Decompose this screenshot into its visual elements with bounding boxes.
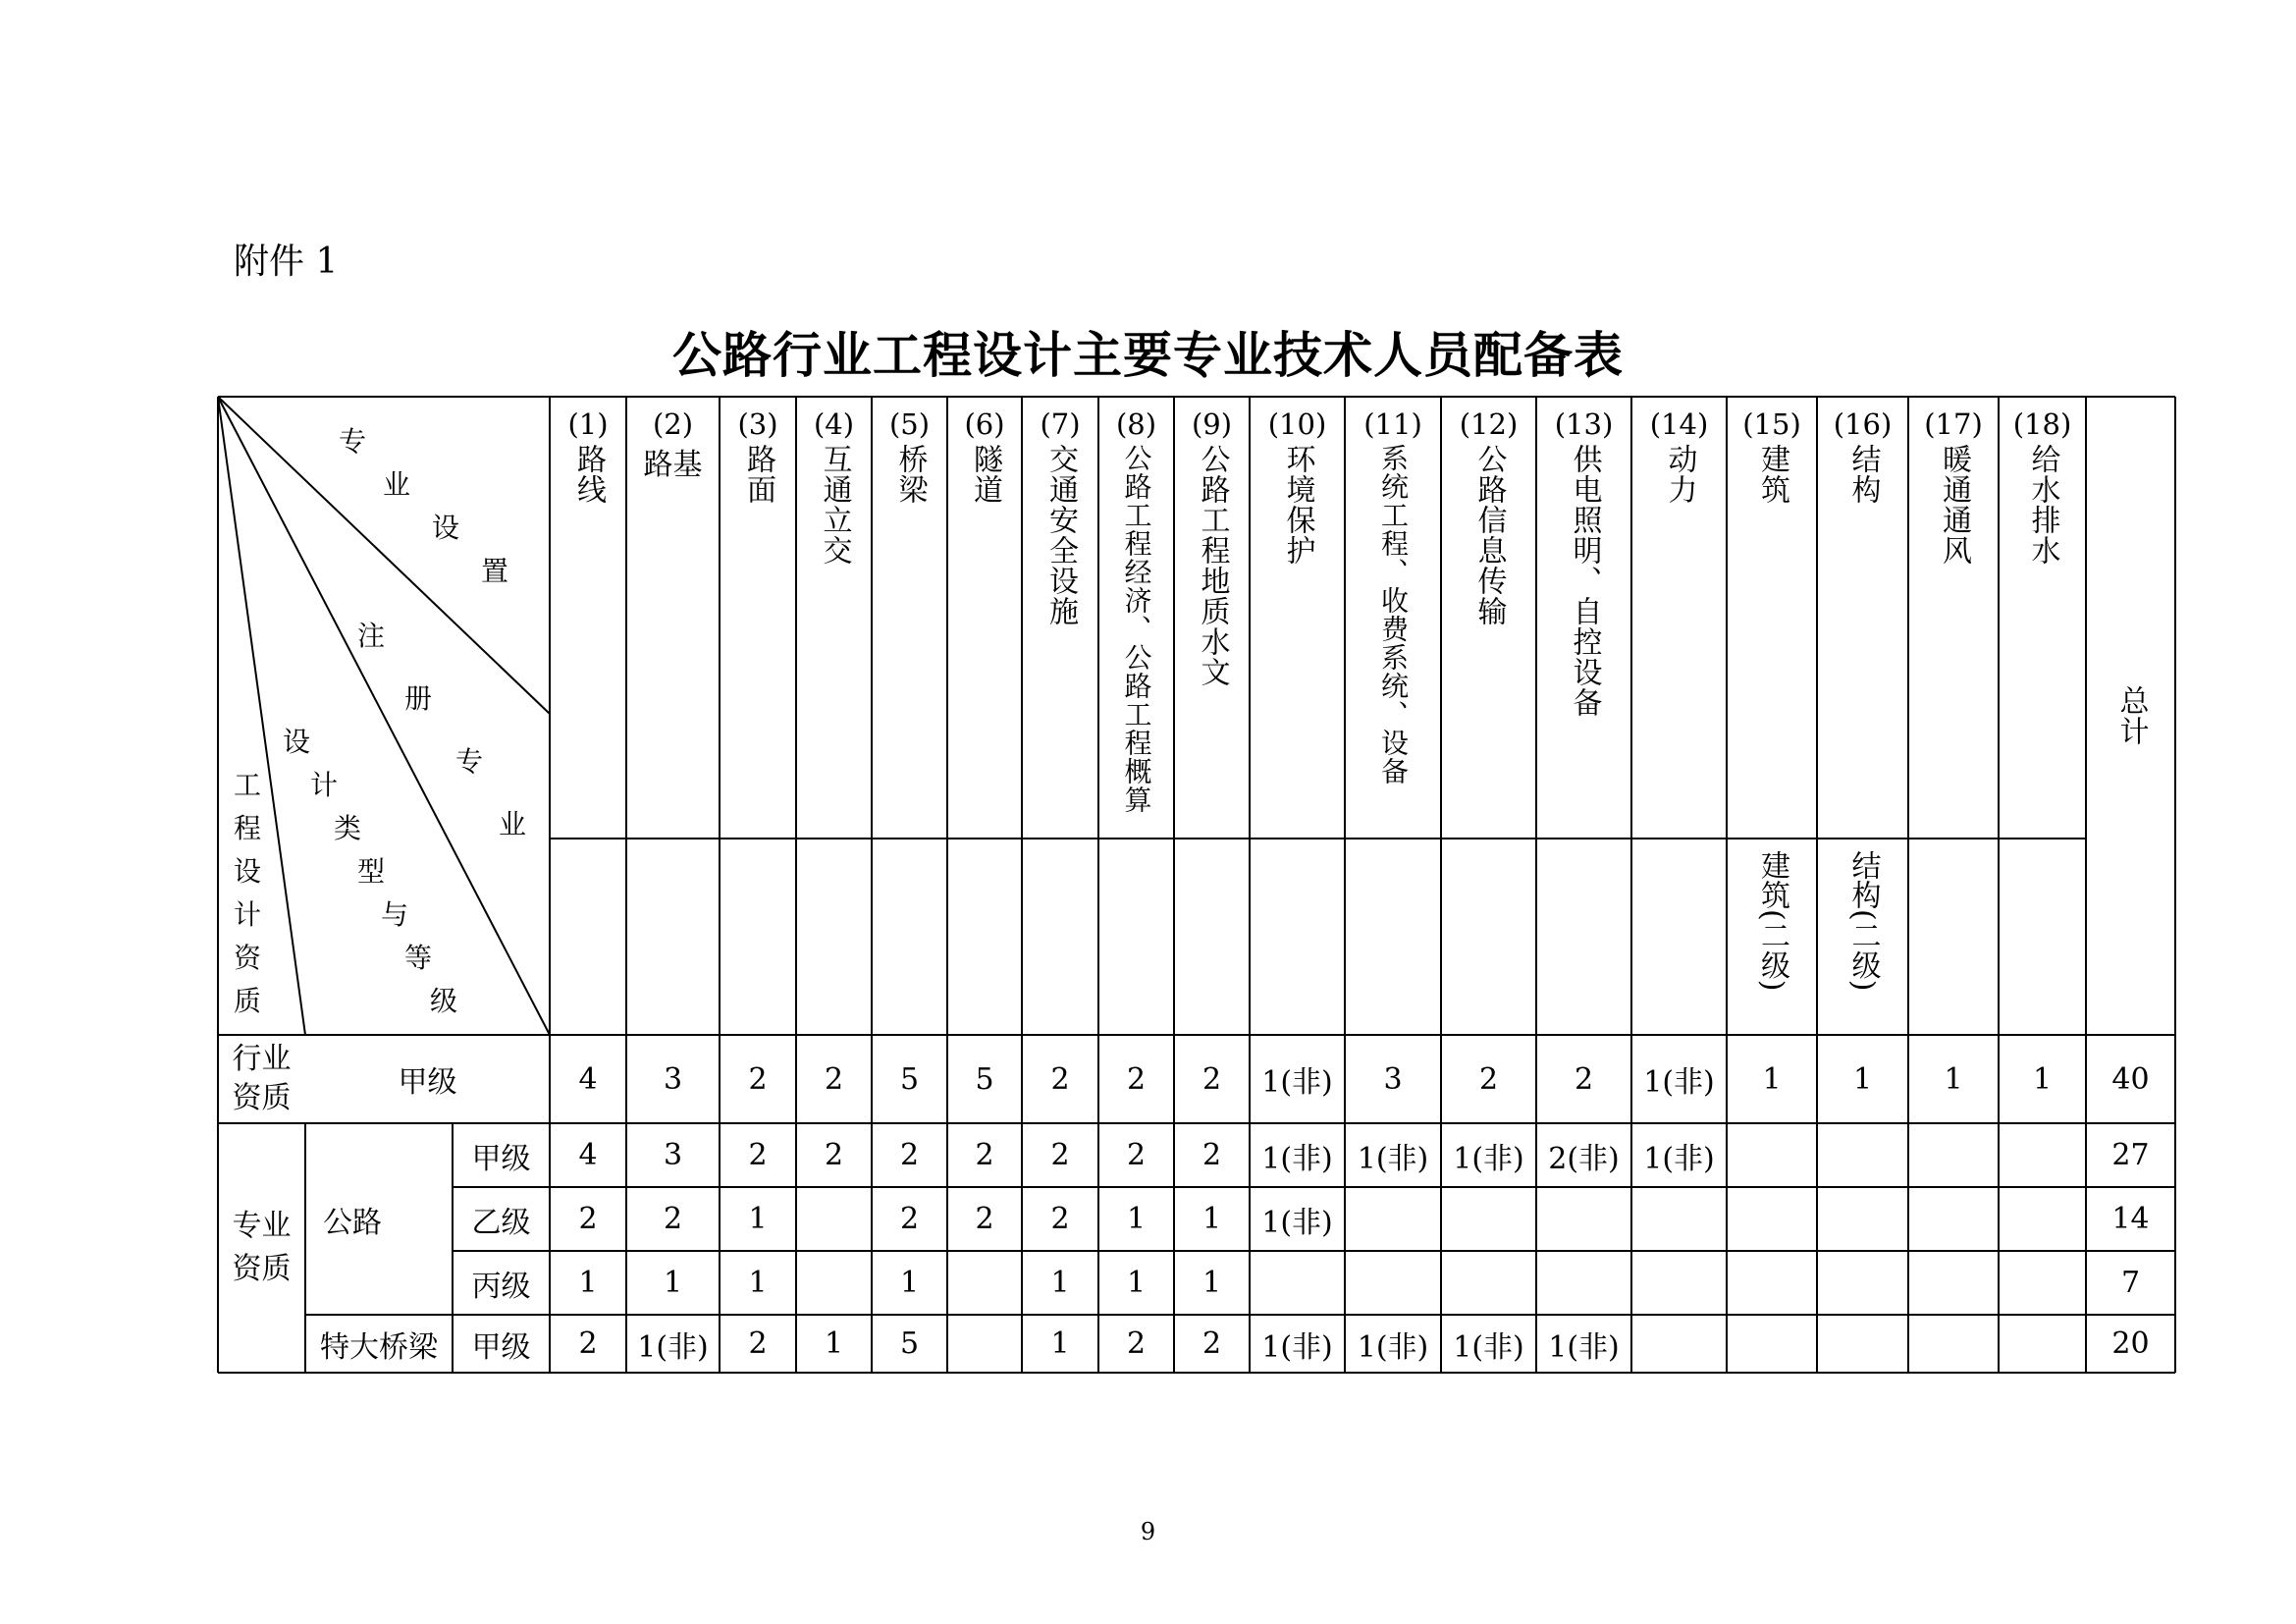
column-name: 公路工程经济、公路工程概算	[1120, 444, 1153, 814]
table-cell: 2	[748, 1138, 768, 1172]
column-header	[1441, 405, 1536, 837]
corner-design-type-char: 计	[310, 769, 339, 801]
corner-design-type-char: 等	[404, 942, 433, 974]
table-cell: 4	[578, 1061, 598, 1097]
column-number: (18)	[2012, 407, 2072, 441]
corner-registered-major-char: 业	[499, 808, 527, 840]
corner-major-setting-char: 业	[383, 468, 411, 501]
row-group-text: 专业资质	[232, 1209, 292, 1286]
table-cell: 2	[824, 1138, 844, 1172]
column-name: 环境保护	[1280, 444, 1315, 566]
column-header	[1345, 405, 1441, 837]
corner-major-setting-char: 设	[432, 512, 460, 544]
column-name: 给水排水	[2025, 444, 2060, 566]
table-cell: 1(非)	[1261, 1329, 1333, 1365]
corner-design-type-char: 与	[381, 898, 409, 931]
column-name: 路面	[741, 444, 775, 505]
table-cell: 2	[1050, 1202, 1070, 1236]
table-cell: 2	[1126, 1061, 1147, 1097]
table-cell: 1	[1852, 1061, 1873, 1097]
table-cell: 2	[1574, 1061, 1594, 1097]
row-grade-label: 乙级	[471, 1205, 531, 1240]
attachment-label: 附件 1	[234, 242, 339, 282]
total-header-text: 总计	[2113, 685, 2149, 746]
registered-major-text: 建筑(二级)	[1755, 850, 1789, 992]
row-type-label: 特大桥梁	[320, 1329, 438, 1365]
table-cell: 5	[899, 1061, 920, 1097]
table-cell: 1	[1762, 1061, 1782, 1097]
column-number: (5)	[888, 407, 931, 441]
table-cell: 1	[1050, 1326, 1070, 1361]
column-header	[1999, 405, 2086, 837]
column-name: 互通立交	[817, 444, 852, 566]
table-cell: 2	[578, 1202, 598, 1236]
corner-qualification-char: 质	[234, 985, 262, 1017]
column-header	[1817, 405, 1908, 837]
column-number: (14)	[1649, 407, 1709, 441]
table-cell: 1(非)	[1453, 1141, 1524, 1176]
corner-qualification-char: 设	[234, 855, 262, 888]
corner-registered-major-char: 专	[455, 745, 484, 778]
column-header	[1908, 405, 1999, 837]
table-cell: 1	[1944, 1061, 1963, 1097]
column-number: (6)	[964, 407, 1005, 441]
table-cell: 2	[975, 1202, 994, 1236]
table-cell: 1(非)	[1453, 1329, 1524, 1365]
table-cell: 1	[1201, 1266, 1222, 1300]
column-header	[1631, 405, 1727, 837]
column-name: 路基	[643, 448, 703, 482]
table-cell: 1	[899, 1266, 920, 1300]
table-cell: 2	[1201, 1138, 1222, 1172]
table-cell: 1(非)	[1548, 1329, 1620, 1365]
table-cell: 1	[663, 1266, 683, 1300]
column-number: (17)	[1924, 407, 1983, 441]
column-name: 交通安全设施	[1043, 444, 1078, 626]
table-cell: 1	[1126, 1266, 1147, 1300]
corner-registered-major-char: 注	[357, 620, 386, 652]
table-cell: 2	[899, 1202, 920, 1236]
column-name: 暖通通风	[1937, 444, 1971, 566]
table-cell: 2	[824, 1061, 844, 1097]
corner-design-type-char: 级	[430, 985, 458, 1017]
column-header	[947, 405, 1022, 837]
table-cell: 1(非)	[1357, 1141, 1429, 1176]
total-cell: 20	[2111, 1326, 2150, 1361]
table-cell: 1	[1201, 1202, 1222, 1236]
column-number: (3)	[737, 407, 778, 441]
table-cell: 1(非)	[637, 1329, 709, 1365]
table-cell: 5	[899, 1326, 920, 1361]
grid-line	[218, 397, 305, 1035]
column-number: (1)	[567, 407, 609, 441]
total-header	[2086, 397, 2175, 1035]
column-name: 桥梁	[892, 444, 928, 505]
column-header	[1727, 405, 1817, 837]
registered-major-cell	[1727, 850, 1817, 1027]
column-name: 结构	[1845, 444, 1881, 505]
table-cell: 1	[748, 1202, 768, 1236]
corner-qualification-char: 计	[234, 898, 262, 931]
table-cell: 3	[663, 1061, 683, 1097]
corner-design-type-char: 类	[334, 812, 362, 844]
column-header	[1098, 405, 1174, 837]
table-cell: 1	[748, 1266, 768, 1300]
table-cell: 2	[578, 1326, 598, 1361]
corner-qualification-char: 工	[234, 769, 262, 801]
table-cell: 2(非)	[1548, 1141, 1620, 1176]
column-name: 供电照明、自控设备	[1567, 444, 1602, 718]
column-name: 路线	[571, 444, 606, 505]
table-cell: 2	[748, 1326, 768, 1361]
column-name: 系统工程、收费系统、设备	[1377, 444, 1410, 785]
table-cell: 2	[748, 1061, 768, 1097]
column-name: 隧道	[968, 444, 1002, 505]
table-cell: 1	[1126, 1202, 1147, 1236]
column-header	[1022, 405, 1098, 837]
table-cell: 1	[1050, 1266, 1070, 1300]
corner-design-type-char: 型	[357, 855, 386, 888]
row-grade-label: 丙级	[471, 1269, 531, 1304]
column-name: 建筑	[1755, 444, 1789, 505]
column-header	[1536, 405, 1631, 837]
column-header	[1174, 405, 1250, 837]
page-number: 9	[1140, 1518, 1156, 1545]
column-number: (13)	[1554, 407, 1614, 441]
table-cell: 1(非)	[1643, 1065, 1715, 1100]
corner-design-type-char: 设	[283, 726, 311, 758]
column-number: (15)	[1742, 407, 1801, 441]
column-header	[1250, 405, 1345, 837]
column-name: 公路工程地质水文	[1195, 444, 1230, 687]
row-group-label	[218, 1035, 305, 1123]
total-cell: 27	[2111, 1138, 2150, 1172]
column-header	[872, 405, 947, 837]
table-cell: 2	[1201, 1061, 1222, 1097]
table-cell: 1	[2032, 1061, 2053, 1097]
table-cell: 2	[663, 1202, 683, 1236]
column-header	[796, 405, 872, 837]
table-cell: 1	[824, 1326, 844, 1361]
page-title: 公路行业工程设计主要专业技术人员配备表	[672, 326, 1624, 384]
corner-qualification-char: 程	[234, 812, 262, 844]
table-cell: 4	[578, 1138, 598, 1172]
column-number: (12)	[1459, 407, 1519, 441]
corner-qualification-char: 资	[234, 942, 262, 974]
row-grade-label: 甲级	[471, 1141, 531, 1176]
table-cell: 1(非)	[1643, 1141, 1715, 1176]
column-header	[626, 405, 720, 837]
row-type-label: 甲级	[398, 1065, 457, 1100]
row-group-text: 行业资质	[232, 1042, 292, 1115]
corner-registered-major-char: 册	[404, 682, 433, 715]
table-cell: 2	[899, 1138, 920, 1172]
corner-major-setting-char: 置	[481, 555, 509, 587]
table-cell: 2	[1201, 1326, 1222, 1361]
table-cell: 1(非)	[1261, 1205, 1333, 1240]
registered-major-cell	[1817, 850, 1908, 1027]
column-number: (4)	[813, 407, 855, 441]
table-cell: 2	[1126, 1138, 1147, 1172]
column-name: 动力	[1662, 444, 1697, 505]
column-number: (9)	[1191, 407, 1233, 441]
table-cell: 5	[975, 1061, 994, 1097]
table-cell: 2	[1478, 1061, 1499, 1097]
registered-major-text: 结构(二级)	[1845, 850, 1881, 992]
corner-major-setting-char: 专	[339, 425, 367, 458]
column-number: (8)	[1115, 407, 1157, 441]
column-number: (16)	[1833, 407, 1893, 441]
column-number: (11)	[1363, 407, 1422, 441]
total-cell: 14	[2111, 1202, 2150, 1236]
table-cell: 2	[1050, 1138, 1070, 1172]
table-cell: 2	[1050, 1061, 1070, 1097]
column-number: (2)	[652, 407, 694, 441]
row-group-label	[218, 1123, 305, 1373]
table-cell: 1(非)	[1261, 1065, 1333, 1100]
total-cell: 7	[2120, 1266, 2141, 1300]
column-number: (10)	[1267, 407, 1327, 441]
column-header	[720, 405, 796, 837]
table-cell: 3	[1383, 1061, 1403, 1097]
table-cell: 1(非)	[1357, 1329, 1429, 1365]
table-cell: 3	[663, 1138, 683, 1172]
table-cell: 2	[975, 1138, 994, 1172]
column-number: (7)	[1040, 407, 1081, 441]
column-name: 公路信息传输	[1471, 444, 1507, 626]
table-cell: 1(非)	[1261, 1141, 1333, 1176]
table-cell: 1	[578, 1266, 598, 1300]
total-cell: 40	[2111, 1061, 2150, 1097]
column-header	[550, 405, 626, 837]
table-cell: 2	[1126, 1326, 1147, 1361]
row-grade-label: 甲级	[471, 1329, 531, 1365]
row-type-label: 公路	[323, 1205, 382, 1240]
